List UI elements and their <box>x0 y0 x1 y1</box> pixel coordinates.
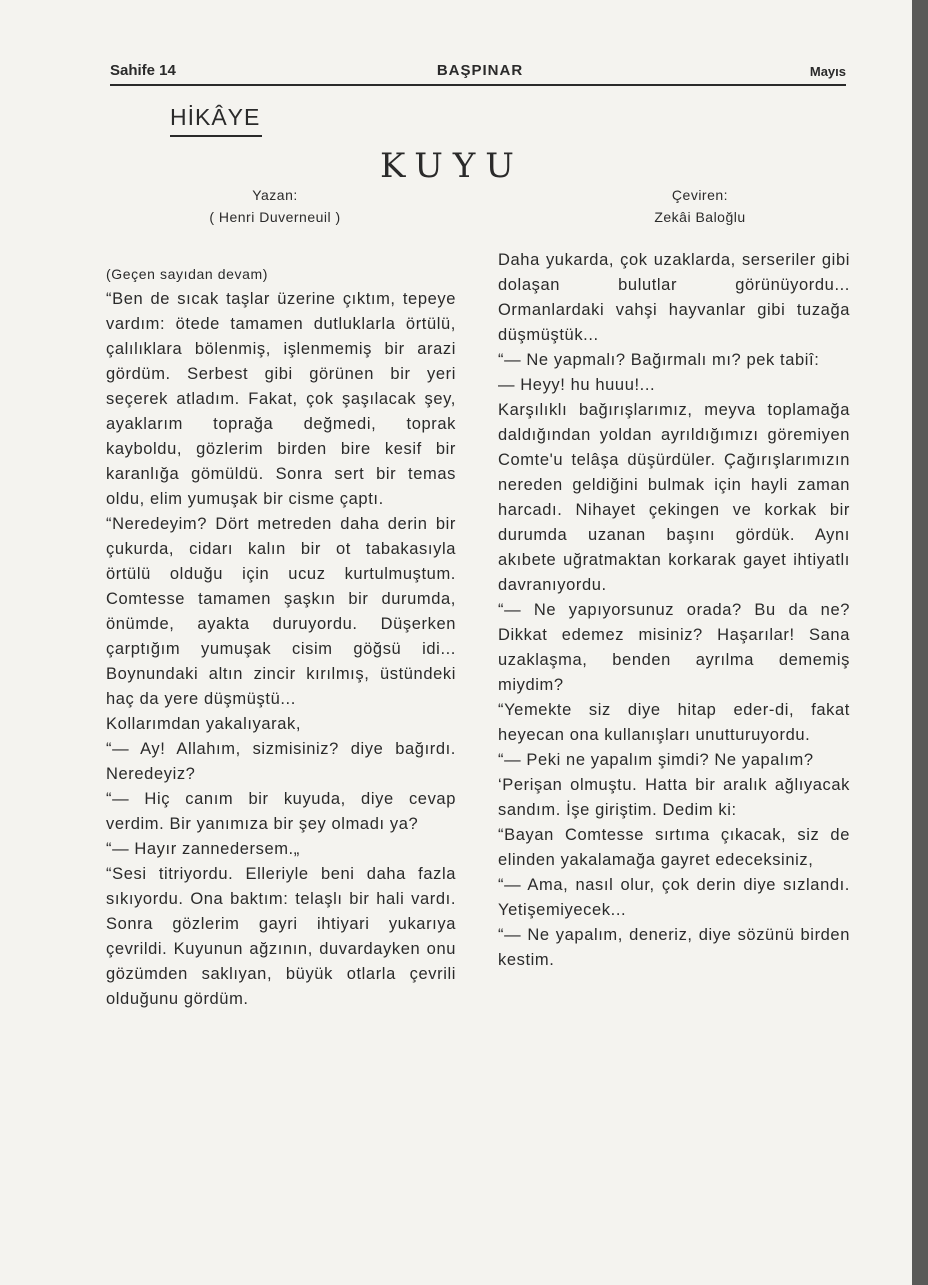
paragraph: Daha yukarda, çok uzaklarda, serseriler gibi dolaşan bulutlar görünüyordu... Ormanlardaki vahşi hayvanlar gibi tuzağa düşmüştük... <box>498 251 850 344</box>
paragraph: “— Ama, nasıl olur, çok derin diye sızlandı. Yetişemiyecek... <box>498 876 850 919</box>
continuation-note: (Geçen sayıdan devam) <box>106 266 269 282</box>
issue-month: Mayıs <box>809 64 846 79</box>
paragraph: “— Ay! Allahım, sizmisiniz? diye bağırdı. Neredeyiz? <box>106 740 456 783</box>
translator-label: Çeviren: <box>671 187 729 203</box>
paragraph: “Sesi titriyordu. Elleriyle beni daha fazla sıkıyordu. Ona baktım: telaşlı bir hali vardı. Sonra gözlerim gayri ihtiyari yukarıya çevrildi. Kuyunun ağzının, duvardayken onu gözümden saklıyan, büyük otlarla çevrili olduğunu gördüm. <box>106 865 456 1008</box>
paragraph: “Yemekte siz diye hitap eder-di, fakat heyecan ona kullanışları unutturuyordu. <box>498 701 850 744</box>
paragraph: “Ben de sıcak taşlar üzerine çıktım, tepeye vardım: ötede tamamen dutluklarla örtülü, çalılıklara bölenmiş, işlenmemiş bir arazi gördüm. Serbest gibi görünen bir yeri seçerek atladım. Fakat, çok şaşılacak şey, ayaklarım toprağa değmedi, toprak kayboldu, gözlerim birden bire kesif bir karanlığa gömüldü. Sonra sert bir temas oldu, elim yumuşak bir cisme çaptı. <box>106 290 456 508</box>
story-title: KUYU <box>380 146 524 186</box>
scan-edge-shadow <box>912 0 928 1285</box>
translator-name: Zekâi Baloğlu <box>654 209 746 225</box>
running-header <box>110 56 846 86</box>
paragraph: Karşılıklı bağırışlarımız, meyva toplamağa daldığından yoldan ayrıldığımızı göremiyen Comte'u telâşa düşürdüler. Çağırışlarımızın nereden geldiğini bulmak için hayli zaman harcadı. Nihayet çekingen ve korkak bir durumda uzanan başını gördük. Aynı akıbete uğratmaktan korkarak gayet ihtiyatlı davranıyordu. <box>498 401 850 594</box>
paragraph: Kollarımdan yakalıyarak, <box>106 715 302 733</box>
paragraph: “— Peki ne yapalım şimdi? Ne yapalım? <box>498 751 814 769</box>
right-text-column <box>498 248 850 973</box>
paragraph: “Bayan Comtesse sırtıma çıkacak, siz de elinden yakalamağa gayret edeceksiniz, <box>498 826 850 869</box>
paragraph: “— Hiç canım bir kuyuda, diye cevap verdim. Bir yanımıza bir şey olmadı ya? <box>106 790 456 833</box>
journal-name: BAŞPINAR <box>436 62 524 79</box>
paragraph: “— Hayır zannedersem.„ <box>106 840 300 858</box>
translator-byline <box>540 184 860 228</box>
paragraph: “Neredeyim? Dört metreden daha derin bir çukurda, cidarı kalın bir ot tabakasıyla örtülü olduğu için ucuz kurtulmuştum. Comtesse tamamen şaşkın bir durumda, önümde, ayakta duruyordu. Düşerken çarptığım yumuşak cisim göğsü idi... Boynundaki altın zincir kırılmış, üstündeki haç da yere düşmüştü... <box>106 515 456 708</box>
page-number: Sahife 14 <box>110 62 176 79</box>
section-label: HİKÂYE <box>170 104 262 137</box>
left-text-column <box>106 262 456 1012</box>
paragraph: ‘Perişan olmuştu. Hatta bir aralık ağlıyacak sandım. İşe giriştim. Dedim ki: <box>498 776 850 819</box>
author-label: Yazan: <box>252 187 298 203</box>
paragraph: “— Ne yapalım, deneriz, diye sözünü birden kestim. <box>498 926 850 969</box>
paragraph: — Heyy! hu huuu!... <box>498 376 656 394</box>
paragraph: “— Ne yapmalı? Bağırmalı mı? pek tabiî: <box>498 351 820 369</box>
author-byline <box>100 184 450 228</box>
author-name: ( Henri Duverneuil ) <box>209 209 341 225</box>
paragraph: “— Ne yapıyorsunuz orada? Bu da ne? Dikkat edemez misiniz? Haşarılar! Sana uzaklaşma, benden ayrılma dememiş miydim? <box>498 601 850 694</box>
